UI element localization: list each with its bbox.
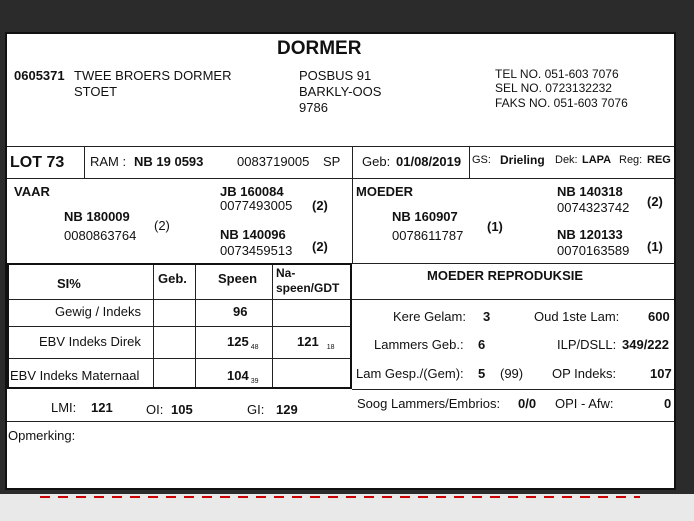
- dam-sire-id: 0074323742: [557, 200, 630, 215]
- dek-label: Dek:: [555, 154, 578, 166]
- sire-sire-number: JB 160084: [220, 184, 284, 199]
- lammers-label: Lammers Geb.:: [374, 337, 464, 352]
- dam-sire-number: NB 140318: [557, 184, 623, 199]
- birth-date: 01/08/2019: [396, 154, 462, 169]
- gi-label: GI:: [247, 402, 265, 417]
- remarks-label: Opmerking:: [8, 428, 76, 443]
- dam-count: (1): [487, 219, 503, 234]
- divider: [469, 146, 470, 178]
- na-speen-value: 121 $_{18}$: [297, 334, 335, 351]
- dek-value: LAPA: [582, 154, 612, 166]
- divider: [7, 421, 674, 422]
- speen-value: 125 $_{48}$: [227, 334, 259, 351]
- red-overprint-line: [40, 496, 640, 498]
- divider: [7, 178, 674, 179]
- address-1: POSBUS 91: [299, 68, 372, 83]
- gesp-label: Lam Gesp./(Gem):: [356, 366, 464, 381]
- owner-name: TWEE BROERS DORMER: [74, 68, 232, 83]
- soog-label: Soog Lammers/Embrios:: [357, 396, 501, 411]
- address-2: BARKLY-OOS: [299, 84, 382, 99]
- divider: [9, 299, 350, 300]
- lammers-value: 6: [478, 337, 486, 352]
- sire-dam-count: (2): [312, 239, 328, 254]
- sire-id: 0080863764: [64, 228, 137, 243]
- row-label: EBV Indeks Direk: [39, 334, 141, 349]
- sel-number: SEL NO. 0723132232: [495, 81, 612, 95]
- gi-value: 129: [276, 402, 298, 417]
- lmi-value: 121: [91, 400, 113, 415]
- ilp-label: ILP/DSLL:: [557, 337, 617, 352]
- ram-label: RAM :: [90, 154, 127, 169]
- divider: [352, 389, 674, 390]
- sire-number: NB 180009: [64, 209, 130, 224]
- sire-sire-count: (2): [312, 198, 328, 213]
- divider: [9, 358, 350, 359]
- oi-value: 105: [171, 402, 193, 417]
- bottom-strip: [0, 494, 694, 521]
- divider: [9, 326, 350, 327]
- speen-header: Speen: [218, 271, 258, 286]
- gesp-gem-value: (99): [500, 366, 524, 381]
- sire-dam-id: 0073459513: [220, 243, 293, 258]
- lot-label: LOT 73: [10, 154, 65, 171]
- address-3: 9786: [299, 100, 328, 115]
- divider: [352, 299, 674, 300]
- dam-id: 0078611787: [392, 228, 464, 243]
- ram-id: 0083719005: [237, 154, 310, 169]
- soog-value: 0/0: [518, 396, 537, 411]
- sire-label: VAAR: [14, 184, 50, 199]
- na-speen-header: Na-speen/GDT: [276, 266, 340, 295]
- oud-label: Oud 1ste Lam:: [534, 309, 620, 324]
- owner-name-2: STOET: [74, 84, 118, 99]
- owner-number: 0605371: [14, 68, 65, 83]
- sire-count: (2): [154, 218, 170, 233]
- dam-dam-count: (1): [647, 239, 663, 254]
- oi-label: OI:: [146, 402, 164, 417]
- op-label: OP Indeks:: [552, 366, 617, 381]
- reg-value: REG: [647, 154, 671, 166]
- op-value: 107: [650, 366, 672, 381]
- faks-number: FAKS NO. 051-603 7076: [495, 96, 628, 110]
- ram-sp: SP: [323, 154, 341, 169]
- dam-dam-number: NB 120133: [557, 227, 623, 242]
- gesp-value: 5: [478, 366, 486, 381]
- sire-dam-number: NB 140096: [220, 227, 286, 242]
- dam-dam-id: 0070163589: [557, 243, 630, 258]
- kere-label: Kere Gelam:: [393, 309, 466, 324]
- dam-sire-count: (2): [647, 194, 663, 209]
- ram-number: NB 19 0593: [134, 154, 204, 169]
- gs-value: Drieling: [500, 153, 545, 167]
- geb-header: Geb.: [158, 271, 187, 286]
- sire-sire-id: 0077493005: [220, 198, 293, 213]
- divider: [7, 146, 674, 147]
- gs-label: GS:: [472, 154, 491, 166]
- lot-card: [5, 32, 676, 490]
- row-label: Gewig / Indeks: [55, 304, 141, 319]
- lmi-label: LMI:: [51, 400, 77, 415]
- divider: [352, 263, 674, 264]
- card-title: DORMER: [277, 38, 362, 59]
- oud-value: 600: [648, 309, 670, 324]
- dam-label: MOEDER: [356, 184, 414, 199]
- reg-label: Reg:: [619, 154, 643, 166]
- ilp-value: 349/222: [622, 337, 669, 352]
- dam-number: NB 160907: [392, 209, 458, 224]
- row-label: EBV Indeks Maternaal: [10, 368, 140, 383]
- speen-value: 96: [233, 304, 248, 319]
- repro-title: MOEDER REPRODUKSIE: [427, 268, 584, 283]
- birth-label: Geb:: [362, 154, 391, 169]
- divider: [352, 146, 353, 263]
- opi-value: 0: [664, 396, 672, 411]
- opi-label: OPI - Afw:: [555, 396, 614, 411]
- si-header: SI%: [57, 276, 81, 291]
- speen-value: 104 $_{39}$: [227, 368, 259, 385]
- divider: [84, 146, 85, 178]
- tel-number: TEL NO. 051-603 7076: [495, 67, 619, 81]
- kere-value: 3: [483, 309, 491, 324]
